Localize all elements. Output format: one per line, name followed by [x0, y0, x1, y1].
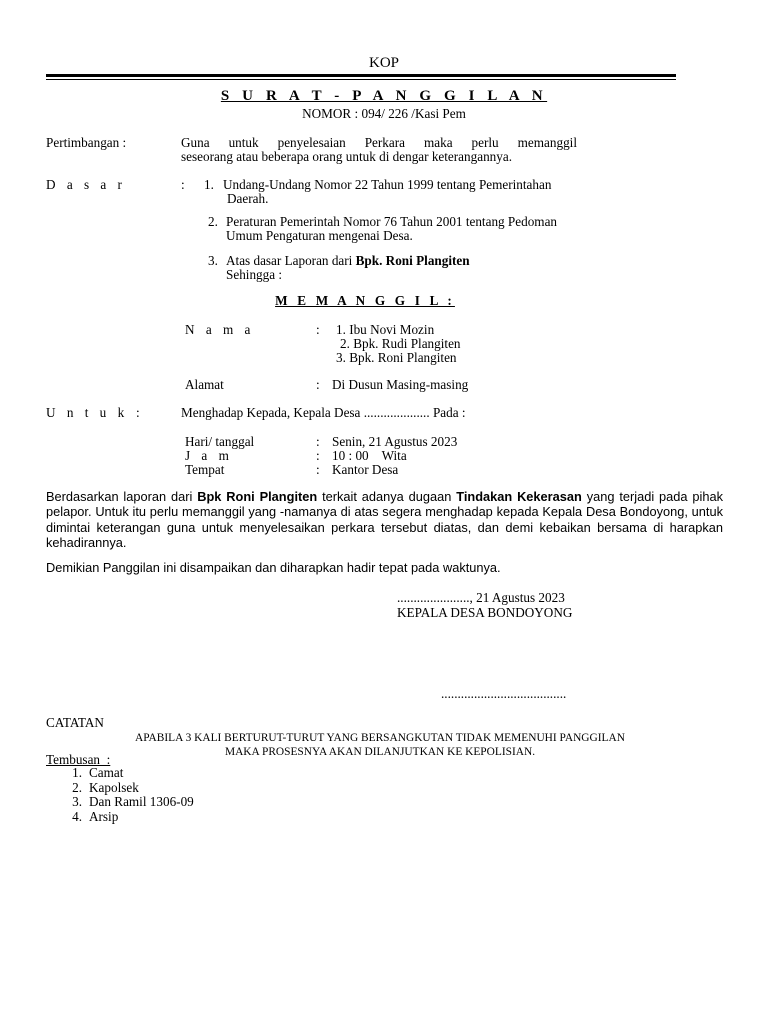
dasar-colon: : — [181, 177, 185, 192]
dasar-item-number: 1. — [204, 177, 214, 192]
body-p1-offense: Tindakan Kekerasan — [456, 489, 582, 504]
tembusan-item-number: 2. — [72, 779, 82, 795]
nama-colon: : — [316, 322, 320, 337]
tempat-value: Kantor Desa — [332, 462, 399, 477]
reporter-name: Bpk. Roni Plangiten — [355, 253, 470, 268]
body-p1-reporter: Bpk Roni Plangiten — [197, 489, 318, 504]
hari-tanggal-label: Hari/ tanggal — [185, 434, 255, 449]
tembusan-item-text: Kapolsek — [89, 779, 139, 795]
letter-number: NOMOR : 094/ 226 /Kasi Pem — [302, 106, 466, 121]
tembusan-list — [46, 766, 194, 824]
tembusan-item — [72, 808, 194, 825]
signature-position: KEPALA DESA BONDOYONG — [397, 605, 573, 620]
dasar-item-3-prefix: Atas dasar Laporan dari — [226, 253, 356, 268]
signature-date: ......................, 21 Agustus 2023 — [397, 590, 565, 605]
body-paragraph-1 — [46, 489, 723, 551]
tembusan-item-text: Arsip — [89, 808, 119, 824]
letter-title: S U R A T - P A N G G I L A N — [220, 88, 548, 104]
tembusan-item — [72, 794, 194, 810]
tembusan-item — [72, 779, 194, 796]
untuk-label: U n t u k — [46, 405, 129, 420]
alamat-colon: : — [316, 377, 320, 392]
summoned-person: 2. Bpk. Rudi Plangiten — [340, 336, 461, 351]
alamat-value: Di Dusun Masing-masing — [332, 377, 469, 392]
dasar-item-line: Umum Pengaturan mengenai Desa. — [226, 228, 413, 243]
dasar-item-line: Undang-Undang Nomor 22 Tahun 1999 tentang Pemerintahan — [223, 177, 552, 192]
tembusan-item-text: Camat — [89, 765, 124, 780]
tempat-label: Tempat — [185, 462, 225, 477]
pertimbangan-label: Pertimbangan : — [46, 135, 127, 150]
body-paragraph-2: Demikian Panggilan ini disampaikan dan diharapkan hadir tepat pada waktunya. — [46, 560, 501, 575]
summoned-person: 3. Bpk. Roni Plangiten — [336, 350, 457, 365]
jam-colon: : — [316, 448, 320, 463]
memanggil-heading: M E M A N G G I L : — [275, 293, 455, 308]
pertimbangan-line-2: seseorang atau beberapa orang untuk di dengar keterangannya. — [181, 149, 513, 164]
dasar-item-line: Sehingga : — [226, 267, 283, 282]
tembusan-label: Tembusan : — [46, 752, 111, 767]
pertimbangan-line-1: Guna untuk penyelesaian Perkara maka perlu memanggil — [181, 135, 577, 150]
letterhead-kop: KOP — [368, 55, 399, 71]
body-p1-e: yang terjadi pada pihak pelapor. Untuk itu perlu memanggil yang -namanya di atas segera menghadap kepada Kepala Desa Bondoyong, untuk dimintai keterangan guna untuk menyelesaikan perkara tersebut diatas, dan demi kebaikan bersama di harapkan kehadirannya. — [46, 489, 723, 551]
dasar-item-line: Daerah. — [227, 191, 269, 206]
dasar-label: D a s a r — [46, 177, 126, 192]
signature-name-line: ...................................... — [441, 686, 567, 701]
untuk-colon: : — [136, 405, 140, 420]
untuk-value: Menghadap Kepada, Kepala Desa .................... Pada : — [181, 405, 466, 420]
tembusan-item-text: Dan Ramil 1306-09 — [89, 794, 194, 809]
body-p1-a: Berdasarkan laporan dari — [46, 489, 198, 504]
hari-tanggal-colon: : — [316, 434, 320, 449]
tembusan-item-number: 3. — [72, 794, 82, 809]
tembusan-item — [72, 765, 194, 781]
alamat-label: Alamat — [185, 377, 224, 392]
dasar-item-line: Peraturan Pemerintah Nomor 76 Tahun 2001 tentang Pedoman — [226, 214, 558, 229]
tembusan-item-number: 4. — [72, 808, 82, 824]
jam-value: 10 : 00 Wita — [332, 448, 407, 463]
header-rule-thin — [46, 79, 676, 80]
dasar-item-number: 2. — [208, 214, 218, 229]
jam-label: J a m — [185, 448, 233, 463]
tempat-colon: : — [316, 462, 320, 477]
dasar-item-number: 3. — [208, 253, 218, 268]
body-p1-c: terkait adanya dugaan — [317, 489, 457, 504]
catatan-note: APABILA 3 KALI BERTURUT-TURUT YANG BERSANGKUTAN TIDAK MEMENUHI PANGGILAN MAKA PROSESNYA AKAN DILANJUTKAN KE KEPOLISIAN. — [135, 732, 625, 758]
catatan-label: CATATAN — [46, 715, 104, 730]
header-rule-thick — [46, 74, 676, 77]
summoned-person: 1. Ibu Novi Mozin — [336, 322, 435, 337]
hari-tanggal-value: Senin, 21 Agustus 2023 — [332, 434, 458, 449]
tembusan-item-number: 1. — [72, 765, 82, 780]
nama-label: N a m a — [185, 322, 255, 337]
